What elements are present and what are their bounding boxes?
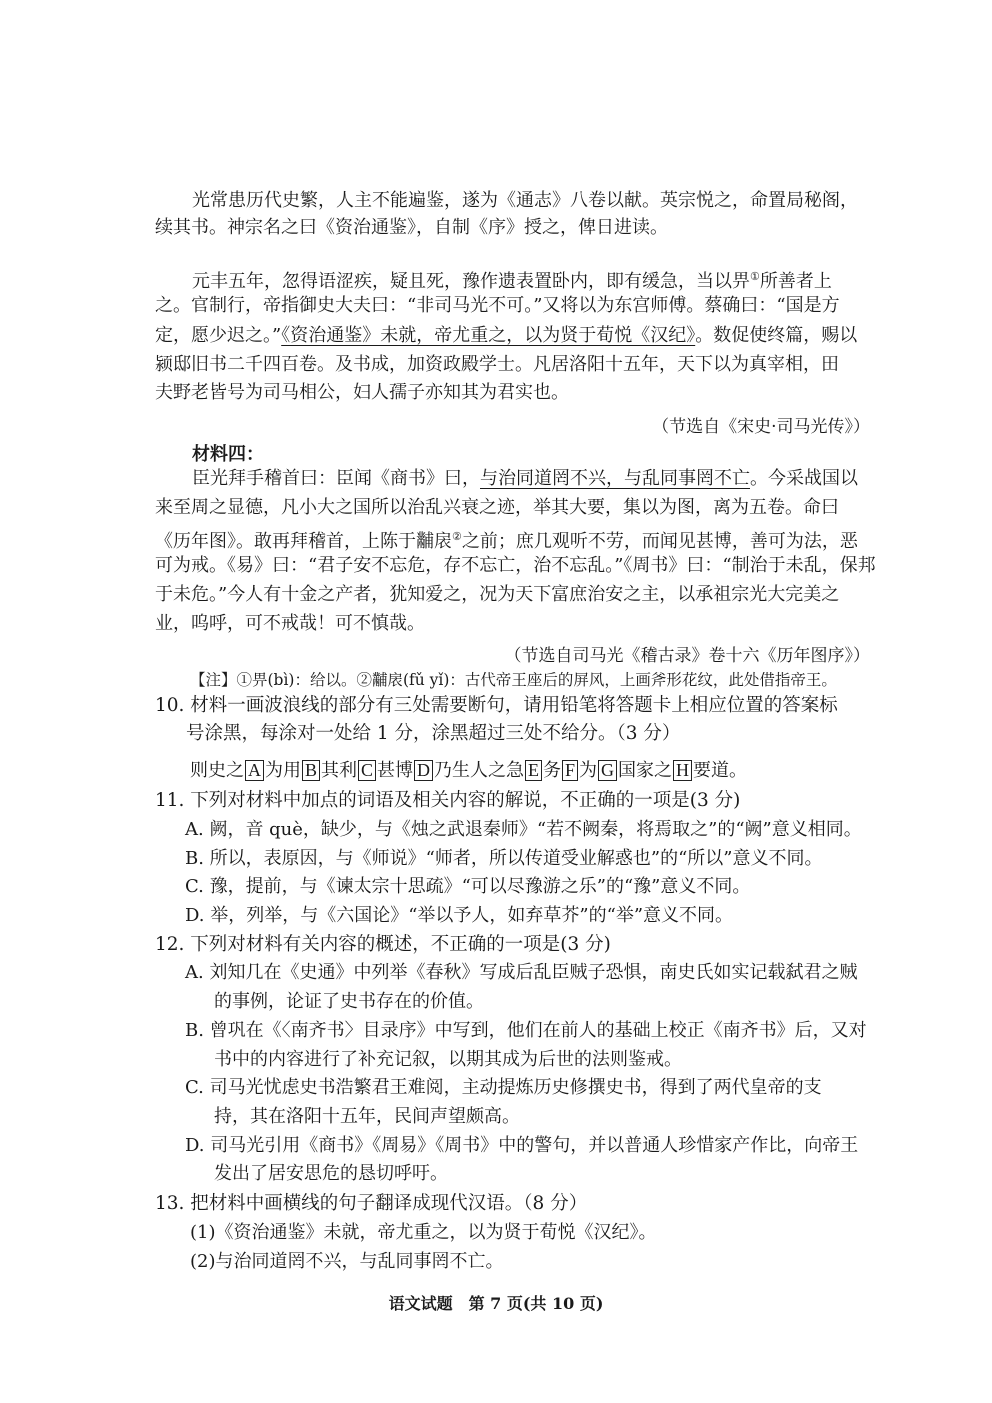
sentence-seg: 则史之 — [190, 760, 244, 781]
source-citation: （节选自司马光《稽古录》卷十六《历年图序》） — [504, 646, 870, 666]
text-line — [192, 468, 858, 490]
annotation-note: 【注】①畀(bì)：给以。②黼扆(fǔ yǐ)：古代帝王座后的屏风，上画斧形花纹，此处借指帝王。 — [190, 671, 837, 689]
sentence-seg: 为用 — [265, 760, 301, 781]
text-seg: 之前；庶几观听不劳，而闻见甚博，善可为法，恶 — [461, 531, 858, 552]
sentence-seg: 务 — [543, 760, 562, 781]
text-line: 光常患历代史繁，人主不能遍鉴，遂为《通志》八卷以献。英宗悦之，命置局秘阁， — [192, 190, 858, 211]
text-seg: 定，愿少迟之。” — [155, 325, 282, 346]
text-line: 续其书。神宗名之曰《资治通鉴》，自制《序》授之，俾日进读。 — [155, 217, 668, 238]
option-box-h[interactable]: H — [673, 760, 692, 781]
underlined-sentence: 《资治通鉴》未就，帝尤重之，以为贤于荀悦《汉纪》 — [281, 325, 696, 346]
sentence-seg: 国家之 — [618, 760, 673, 781]
source-citation: （节选自《宋史·司马光传》） — [652, 417, 870, 437]
option-b-cont: 书中的内容进行了补充记叙，以期其成为后世的法则鉴戒。 — [214, 1049, 682, 1070]
text-seg: 。数促使终篇，赐以 — [695, 325, 858, 346]
option-c-cont: 持，其在洛阳十五年，民间声望颇高。 — [214, 1106, 520, 1127]
sentence-seg: 甚博 — [377, 760, 414, 781]
translate-sentence-2: (2)与治同道罔不兴，与乱同事罔不亡。 — [190, 1251, 504, 1272]
option-c[interactable]: C. 豫，提前，与《谏太宗十思疏》“可以尽豫游之乐”的“豫”意义不同。 — [185, 876, 751, 897]
text-line: 于未危。”今人有十金之产者，犹知爱之，况为天下富庶治安之主，以承祖宗光大完美之 — [155, 584, 840, 605]
option-box-f[interactable]: F — [562, 760, 578, 781]
question-13-stem: 13. 把材料中画横线的句子翻译成现代汉语。（8 分） — [155, 1193, 588, 1214]
option-a[interactable]: A. 刘知几在《史通》中列举《春秋》写成后乱臣贼子恐惧，南史氏如实记载弑君之贼 — [185, 962, 858, 983]
option-b[interactable]: B. 曾巩在《〈南齐书〉目录序》中写到，他们在前人的基础上校正《南齐书》后，又对 — [185, 1020, 867, 1041]
text-line: 颍邸旧书二千四百卷。及书成，加资政殿学士。凡居洛阳十五年，天下以为真宰相，田 — [155, 354, 839, 375]
sentence-seg: 要道。 — [693, 760, 748, 781]
text-seg: 所善者上 — [759, 271, 832, 292]
text-seg: 。今采战国以 — [750, 468, 858, 489]
option-box-d[interactable]: D — [414, 760, 433, 781]
option-d[interactable]: D. 司马光引用《商书》《周易》《周书》中的警句，并以普通人珍惜家产作比，向帝王 — [185, 1135, 859, 1156]
text-line: 之。官制行，帝指御史大夫曰：“非司马光不可。”又将以为东宫师傅。蔡确曰：“国是方 — [155, 295, 840, 316]
option-c[interactable]: C. 司马光忧虑史书浩繁君王难阅，主动提炼历史修撰史书，得到了两代皇帝的支 — [185, 1077, 822, 1098]
option-box-a[interactable]: A — [245, 760, 264, 781]
question-11-stem: 11. 下列对材料中加点的词语及相关内容的解说，不正确的一项是(3 分) — [155, 790, 741, 811]
text-line: 夫野老皆号为司马相公，妇人孺子亦知其为君实也。 — [155, 382, 569, 403]
question-10-stem: 号涂黑，每涂对一处给 1 分，涂黑超过三处不给分。（3 分） — [186, 723, 681, 744]
punctuation-sentence — [190, 760, 747, 782]
text-line: 可为戒。《易》曰：“君子安不忘危，存不忘亡，治不忘乱。”《周书》曰：“制治于未乱，保邦 — [155, 555, 876, 576]
text-line: 来至周之显德，凡小大之国所以治乱兴衰之迹，举其大要，集以为图，离为五卷。命曰 — [155, 497, 839, 518]
underlined-sentence: 与治同道罔不兴，与乱同事罔不亡 — [480, 468, 750, 489]
text-line — [155, 325, 857, 347]
sentence-seg: 乃生人之急 — [434, 760, 525, 781]
text-seg: 元丰五年，忽得语涩疾，疑且死，豫作遗表置卧内，即有缓急，当以畀 — [192, 271, 750, 292]
text-line: 业，呜呼，可不戒哉！可不慎哉。 — [155, 613, 425, 634]
section-heading: 材料四： — [192, 444, 264, 465]
text-seg: 《历年图》。敢再拜稽首，上陈于黼扆 — [155, 531, 452, 552]
option-b[interactable]: B. 所以，表原因，与《师说》“师者，所以传道受业解惑也”的“所以”意义不同。 — [185, 848, 823, 869]
page-footer: 语文试题 第 7 页(共 10 页) — [388, 1294, 604, 1313]
option-box-b[interactable]: B — [302, 760, 320, 781]
text-line — [192, 266, 832, 293]
sentence-seg: 为 — [579, 760, 598, 781]
translate-sentence-1: (1)《资治通鉴》未就，帝尤重之，以为贤于荀悦《汉纪》。 — [190, 1222, 657, 1243]
text-line — [155, 526, 858, 553]
question-10-stem: 10. 材料一画波浪线的部分有三处需要断句，请用铅笔将答题卡上相应位置的答案标 — [155, 695, 838, 716]
option-a-cont: 的事例，论证了史书存在的价值。 — [214, 991, 484, 1012]
option-box-c[interactable]: C — [358, 760, 376, 781]
option-box-g[interactable]: G — [598, 760, 617, 781]
option-d[interactable]: D. 举，列举，与《六国论》“举以予人，如弃草芥”的“举”意义不同。 — [185, 905, 734, 926]
option-a[interactable]: A. 阙，音 què，缺少，与《烛之武退秦师》“若不阙秦，将焉取之”的“阙”意义相同。 — [185, 819, 862, 840]
option-box-e[interactable]: E — [525, 760, 542, 781]
footnote-mark: ② — [452, 530, 462, 543]
question-12-stem: 12. 下列对材料有关内容的概述，不正确的一项是(3 分) — [155, 934, 611, 955]
footnote-mark: ① — [750, 270, 760, 283]
sentence-seg: 其利 — [321, 760, 358, 781]
text-seg: 臣光拜手稽首曰：臣闻《商书》曰， — [192, 468, 480, 489]
option-d-cont: 发出了居安思危的恳切呼吁。 — [214, 1163, 448, 1184]
